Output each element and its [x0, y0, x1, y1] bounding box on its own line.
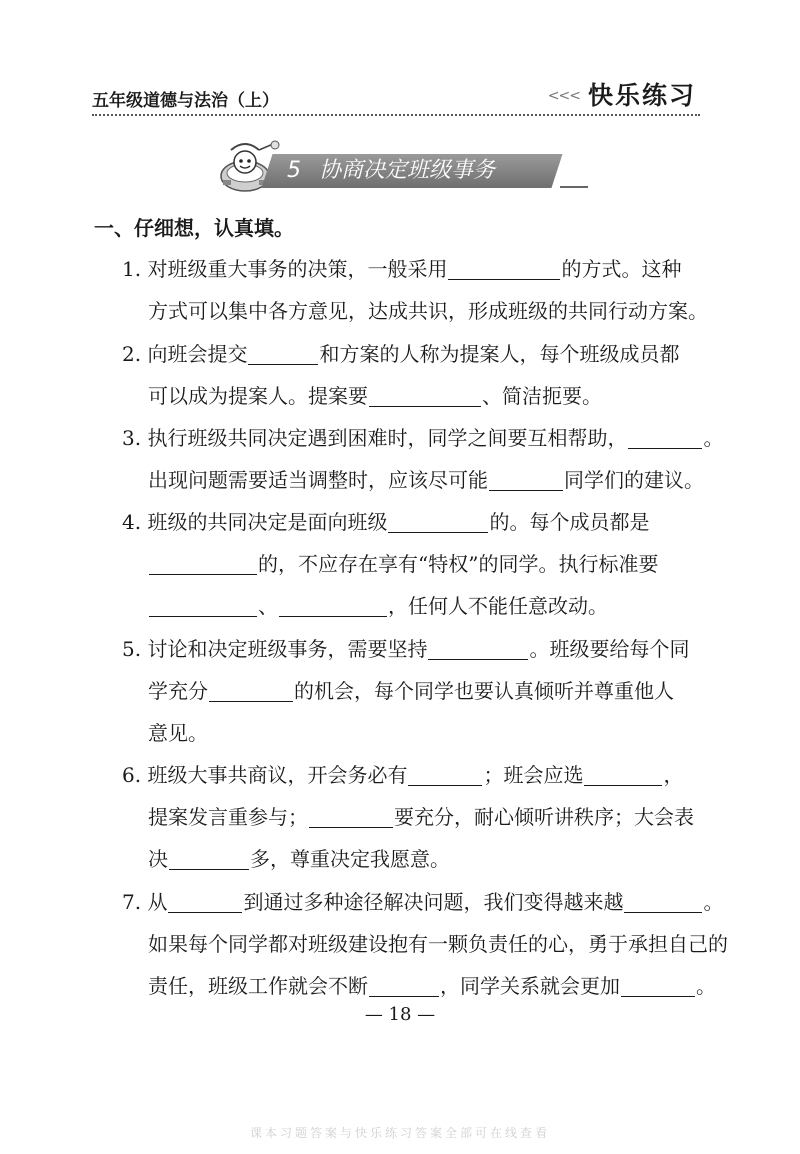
answer-blank[interactable] — [149, 594, 257, 617]
lesson-title — [287, 156, 567, 186]
answer-blank[interactable] — [168, 890, 242, 913]
running-header — [92, 70, 700, 114]
answer-blank[interactable] — [209, 679, 293, 702]
question-5-line-2: 学充分 的机会，每个同学也要认真倾听并尊重他人 — [148, 679, 674, 703]
answer-blank[interactable] — [169, 847, 249, 870]
answer-blank[interactable] — [489, 468, 563, 491]
lesson-number: 5 — [287, 158, 301, 183]
question-2-line-2: 可以成为提案人。提案要 、简洁扼要。 — [148, 384, 602, 408]
question-1-line-1: 1. 对班级重大事务的决策，一般采用 的方式。这种 — [122, 257, 682, 281]
answer-blank[interactable] — [369, 384, 481, 407]
answer-blank[interactable] — [628, 426, 702, 449]
answer-blank[interactable] — [621, 974, 695, 997]
footer-note: 课本习题答案与快乐练习答案全部可在线查看 — [249, 1126, 550, 1140]
answer-blank[interactable] — [279, 594, 387, 617]
answer-blank[interactable] — [428, 637, 528, 660]
lesson-banner — [215, 140, 585, 196]
answer-blank[interactable] — [624, 890, 702, 913]
question-6-line-2: 提案发言重参与； 要充分，耐心倾听讲秩序；大会表 — [148, 805, 694, 829]
answer-blank[interactable] — [369, 974, 439, 997]
answer-blank[interactable] — [408, 763, 482, 786]
chevron-left-icon: <<< — [547, 88, 580, 104]
banner-tail-line — [560, 186, 588, 188]
question-3-line-1: 3. 执行班级共同决定遇到困难时，同学之间要互相帮助， 。 — [122, 426, 724, 450]
lesson-title-text: 协商决定班级事务 — [319, 158, 496, 183]
question-2-line-1: 2. 向班会提交 和方案的人称为提案人，每个班级成员都 — [122, 342, 680, 366]
question-7-line-1: 7. 从 到通过多种途径解决问题，我们变得越来越 。 — [122, 890, 724, 914]
question-7-line-3: 责任，班级工作就会不断 ，同学关系就会更加 。 — [148, 974, 716, 998]
section-heading: 一、仔细想，认真填。 — [94, 216, 294, 240]
answer-blank[interactable] — [149, 552, 257, 575]
answer-blank[interactable] — [309, 805, 393, 828]
question-4-line-3: 、 ，任何人不能任意改动。 — [148, 591, 608, 621]
question-7-line-2: 如果每个同学都对班级建设抱有一颗负责任的心，勇于承担自己的 — [148, 932, 728, 956]
answer-blank[interactable] — [248, 342, 318, 365]
book-title: 五年级道德与法治（上） — [92, 91, 279, 111]
answer-blank[interactable] — [584, 763, 662, 786]
page-number: — 18 — — [364, 1004, 436, 1025]
question-6-line-3: 决 多，尊重决定我愿意。 — [148, 847, 450, 871]
series-title: 快乐练习 — [587, 81, 696, 110]
question-1-line-2: 方式可以集中各方意见，达成共识，形成班级的共同行动方案。 — [148, 299, 708, 323]
question-5-line-1: 5. 讨论和决定班级事务，需要坚持 。班级要给每个同 — [122, 637, 690, 661]
answer-blank[interactable] — [388, 510, 488, 533]
question-4-line-1: 4. 班级的共同决定是面向班级 的。每个成员都是 — [122, 510, 650, 534]
question-5-line-3: 意见。 — [148, 721, 208, 745]
header-divider — [92, 114, 700, 116]
question-6-line-1: 6. 班级大事共商议，开会务必有 ；班会应选 ， — [122, 763, 684, 787]
question-4-line-2: 的，不应存在享有“特权”的同学。执行标准要 — [148, 549, 658, 579]
question-3-line-2: 出现问题需要适当调整时，应该尽可能 同学们的建议。 — [148, 468, 704, 492]
answer-blank[interactable] — [448, 257, 560, 280]
